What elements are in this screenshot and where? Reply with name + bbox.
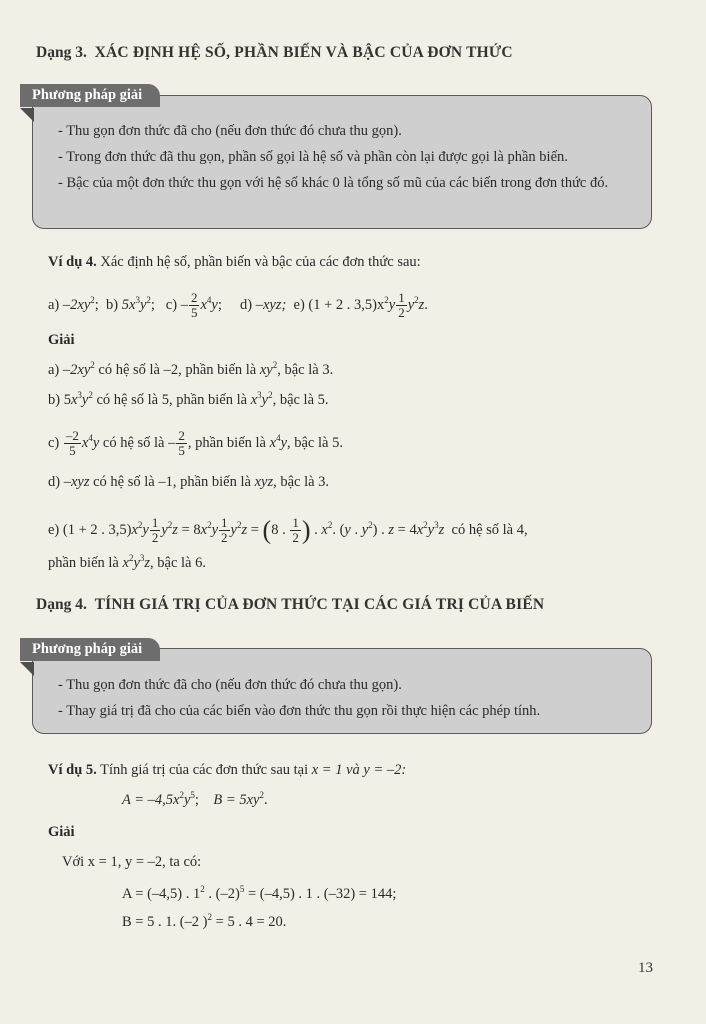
- solution-b: b) $5x^3y^2$ có hệ số là 5, phần biến là $x^3y^2$, bậc là 5.: [48, 390, 329, 408]
- item-label: d): [239, 297, 253, 313]
- method-item: - Trong đơn thức đã thu gọn, phần số gọi là hệ số và phần còn lại được gọi là phần biến.: [58, 149, 568, 165]
- expression-a: A = –4,5x: [122, 792, 180, 808]
- example-condition: x = 1 và y = –2:: [311, 762, 407, 778]
- expression-b: B = 5xy: [213, 792, 260, 808]
- method-item: - Thu gọn đơn thức đã cho (nếu đơn thức đó chưa thu gọn).: [58, 123, 402, 139]
- example-text: Xác định hệ số, phần biến và bậc của các đơn thức sau:: [100, 254, 421, 270]
- section-label: Dạng 4.: [36, 596, 87, 613]
- fraction: $\frac{1}{2}$: [398, 290, 405, 321]
- solution-intro: Với x = 1, y = –2, ta có:: [62, 854, 202, 870]
- section-title: XÁC ĐỊNH HỆ SỐ, PHẦN BIẾN VÀ BẬC CỦA ĐƠN THỨC: [94, 44, 513, 61]
- example-4-items: a) $-2xy^2$; b) $5x^3y^2$; c) – $\frac{2}{5}$ $x^4y$; d) –xyz; e) (1 + 2 . $3,5)x^2y$ $\frac{1}{2}$ $y^2z$.: [48, 290, 428, 321]
- solution-d: d) –xyz có hệ số là –1, phần biến là xyz, bậc là 3.: [48, 474, 330, 490]
- section-heading-dang4: [36, 596, 544, 614]
- section-heading-dang3: [36, 44, 513, 62]
- method-item: - Bậc của một đơn thức thu gọn với hệ số khác 0 là tổng số mũ của các biến trong đơn thức đó.: [58, 175, 609, 191]
- item-label: e): [293, 297, 305, 313]
- solution-heading: Giải: [48, 332, 75, 348]
- item-expr: –2xy: [62, 297, 91, 313]
- item-label: c): [165, 297, 178, 313]
- example-text: Tính giá trị của các đơn thức sau tại: [100, 762, 309, 778]
- example-label: Ví dụ 5.: [48, 762, 97, 778]
- example-5-expressions: $A = -4,5x^2y^5$; $B = 5xy^2$.: [122, 790, 268, 808]
- item-expr: (1 + 2 . 3,5)x: [308, 297, 385, 313]
- item-expr: –xyz;: [255, 297, 287, 313]
- tab-decoration: [20, 108, 34, 122]
- solution-a: a) $-2xy^2$ có hệ số là –2, phần biến là $xy^2$, bậc là 3.: [48, 360, 334, 378]
- page-number: 13: [638, 960, 653, 976]
- tab-decoration: [20, 662, 34, 676]
- item-sign: –: [180, 297, 188, 313]
- solution-c: c) $\frac{-2}{5}$ $x^4y$ có hệ số là – $\frac{2}{5}$ , phần biến là $x^4y$, bậc là 5.: [48, 428, 343, 459]
- calc-b: B = 5 . 1. (–2 )$^2$ = 5 . 4 = 20.: [122, 912, 287, 930]
- fraction: $\frac{2}{5}$: [190, 290, 198, 321]
- example-4-statement: [48, 252, 421, 272]
- method-item: - Thu gọn đơn thức đã cho (nếu đơn thức đó chưa thu gọn).: [58, 677, 402, 693]
- solution-heading: Giải: [48, 824, 75, 840]
- solution-e-continued: phần biến là $x^2y^3z$, bậc là 6.: [48, 553, 206, 571]
- method-tab-1: Phương pháp giải: [20, 84, 160, 107]
- section-title: TÍNH GIÁ TRỊ CỦA ĐƠN THỨC TẠI CÁC GIÁ TRỊ CỦA BIẾN: [94, 596, 545, 613]
- item-label: b): [106, 297, 119, 313]
- item-label: a): [48, 297, 60, 313]
- method-item: - Thay giá trị đã cho của các biến vào đơn thức thu gọn rồi thực hiện các phép tính.: [58, 703, 541, 719]
- example-label: Ví dụ 4.: [48, 254, 97, 270]
- item-expr: 5x: [121, 297, 136, 313]
- method-tab-2: Phương pháp giải: [20, 638, 160, 661]
- solution-e: e) (1 + 2 . $3,5)x^2y$ $\frac{1}{2}$ $y^2z = 8x^2y$ $\frac{1}{2}$ $y^2z = (8$ . $\frac{1}{2}$ ) . $x^2$. (y . $y^2$) . $z = 4x^2y^3z$ có hệ số là 4,: [48, 515, 528, 546]
- calc-a: A = (–4,5) . $1^2$ . $(-2)^5 = (-4,5)$ . 1 . (–32) = 144;: [122, 884, 397, 902]
- example-5-statement: [48, 760, 406, 780]
- section-label: Dạng 3.: [36, 44, 87, 61]
